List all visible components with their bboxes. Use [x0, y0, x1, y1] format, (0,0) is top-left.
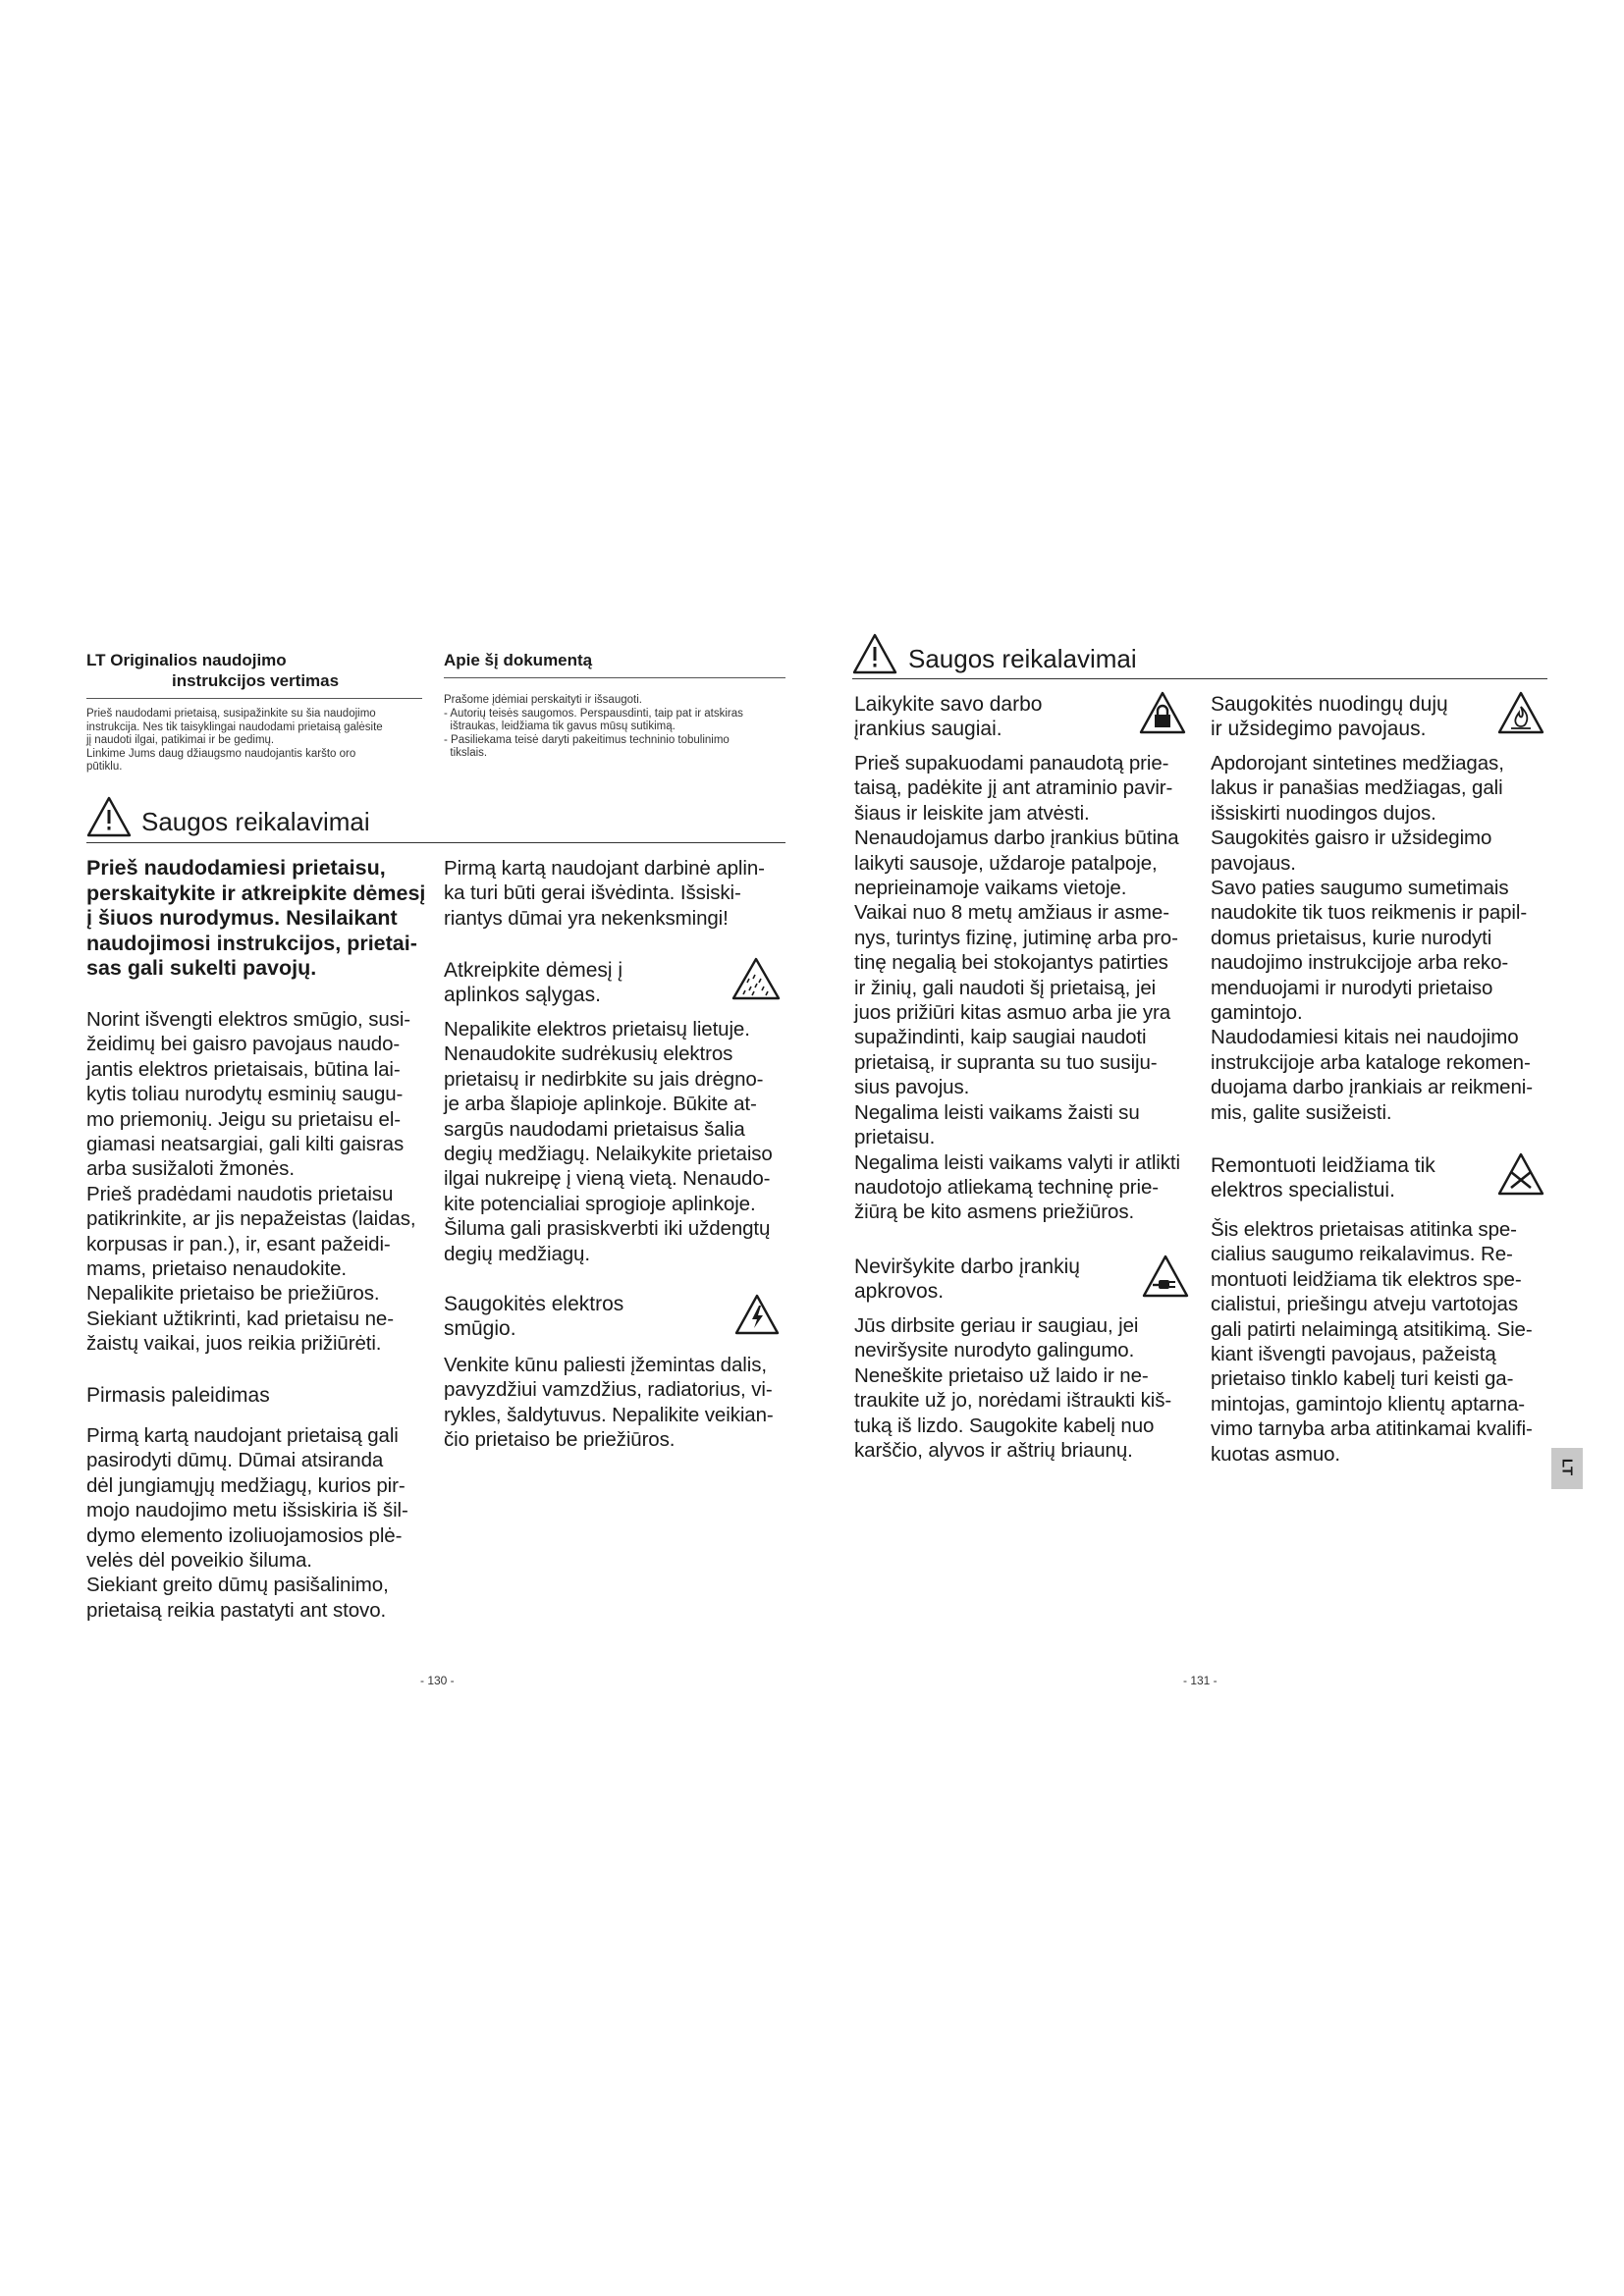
text-line: prietaisų ir nedirbkite su jais drėgno-: [444, 1067, 764, 1091]
text-line: mintojas, gamintojo klientų aptarna-: [1211, 1392, 1526, 1415]
language-side-tab: [1551, 1448, 1583, 1489]
warning-triangle-icon: [86, 796, 132, 837]
heading-line: Laikykite savo darbo: [854, 693, 1043, 716]
doc-note-line: - Pasiliekama teisė daryti pakeitimus techninio tobulinimo: [444, 733, 730, 746]
text-line: Neneškite prietaiso už laido ir ne-: [854, 1363, 1149, 1387]
text-line: gamintojo.: [1211, 1001, 1303, 1025]
heading-line: ir užsidegimo pavojaus.: [1211, 718, 1427, 740]
heading-line: elektros specialistui.: [1211, 1179, 1395, 1201]
text-line: mo priemonių. Jeigu su prietaisu el-: [86, 1107, 401, 1131]
gas-fire-title: [1211, 692, 1495, 741]
text-line: sargūs naudodami prietaisus šalia: [444, 1117, 745, 1141]
heading-line: įrankius saugiai.: [854, 718, 1002, 740]
text-line: degių medžiagų. Nelaikykite prietaiso: [444, 1143, 773, 1166]
text-line: patikrinkite, ar jis nepažeistas (laidas,: [86, 1207, 416, 1231]
text-line: duojama darbo įrankiais ar reikmeni-: [1211, 1076, 1533, 1099]
overload-text: [854, 1313, 1200, 1463]
text-line: čio prietaiso be priežiūros.: [444, 1428, 676, 1452]
lead-line: į šiuos nurodymus. Nesilaikant: [86, 906, 398, 930]
section-rule-right: [852, 678, 1547, 679]
text-line: žaistų vaikai, juos reikia prižiūrėti.: [86, 1332, 382, 1356]
text-line: velės dėl poveikio šiluma.: [86, 1549, 312, 1573]
text-line: je arba šlapioje aplinkoje. Būkite at-: [444, 1093, 757, 1116]
text-line: ilgai nukreipę į vieną vietą. Nenaudo-: [444, 1167, 771, 1191]
text-line: Pirmą kartą naudojant darbinė aplin-: [444, 857, 765, 880]
fire-gas-warning-icon: [1497, 691, 1544, 734]
header-rule-left: [86, 698, 422, 699]
first-start-text: [86, 1423, 432, 1623]
text-line: giamasi neatsargiai, gali kilti gaisras: [86, 1133, 405, 1156]
ventilation-text: [444, 856, 789, 931]
text-line: žiūrą be kito asmens priežiūros.: [854, 1201, 1135, 1224]
text-line: dymo elemento izoliuojamosios plė-: [86, 1523, 403, 1547]
shock-text: [444, 1353, 789, 1453]
text-line: naudojimo instrukcijoje arba reko-: [1211, 951, 1509, 975]
text-line: Šis elektros prietaisas atitinka spe-: [1211, 1218, 1517, 1241]
heading-line: Saugokitės nuodingų dujų: [1211, 693, 1448, 716]
intro-line: Prieš naudodami prietaisą, susipažinkite su šia naudojimo: [86, 708, 376, 720]
lead-line: perskaitykite ir atkreipkite dėmesį: [86, 881, 426, 905]
text-line: Norint išvengti elektros smūgio, susi-: [86, 1008, 411, 1031]
text-line: traukite už jo, norėdami ištraukti kiš-: [854, 1389, 1172, 1413]
heading-line: Remontuoti leidžiama tik: [1211, 1154, 1435, 1177]
language-side-tab-label: LT: [1558, 1458, 1576, 1476]
text-line: pavojaus.: [1211, 851, 1296, 875]
heading-line: Neviršykite darbo įrankių: [854, 1255, 1080, 1278]
text-line: neviršysite nurodyto galingumo.: [854, 1339, 1135, 1362]
text-line: Pirmą kartą naudojant prietaisą gali: [86, 1424, 399, 1447]
text-line: supažindinti, kaip saugiai naudoti: [854, 1026, 1147, 1049]
text-line: arba susižaloti žmonės.: [86, 1157, 295, 1181]
text-line: naudokite tik tuos reikmenis ir papil-: [1211, 901, 1528, 925]
text-line: menduojami ir nurodyti prietaiso: [1211, 976, 1493, 999]
text-line: Savo paties saugumo sumetimais: [1211, 877, 1509, 900]
text-line: nys, turintys fizinę, jutiminę arba pro-: [854, 926, 1178, 949]
text-line: ir žinių, gali naudoti šį prietaisą, jei: [854, 976, 1157, 999]
text-line: instrukcijoje arba kataloge rekomen-: [1211, 1050, 1531, 1074]
text-line: kytis toliau nurodytų esminių saugu-: [86, 1083, 404, 1106]
lead-line: sas gali sukelti pavojų.: [86, 956, 317, 980]
text-line: degių medžiagų.: [444, 1242, 590, 1265]
text-line: juos prižiūri kitas asmuo arba jie yra: [854, 1001, 1171, 1025]
text-line: tinę negalią bei stokojantys patirties: [854, 951, 1168, 975]
text-line: išsiskirti nuodingos dujos.: [1211, 801, 1436, 825]
warning-triangle-icon: [852, 633, 897, 674]
text-line: šiaus ir leiskite jam atvėsti.: [854, 801, 1090, 825]
text-line: ka turi būti gerai išvėdinta. Išsiski-: [444, 881, 741, 905]
text-line: Jūs dirbsite geriau ir saugiau, jei: [854, 1314, 1139, 1337]
heading-line: aplinkos sąlygas.: [444, 984, 601, 1006]
text-line: Saugokitės gaisro ir užsidegimo: [1211, 827, 1492, 850]
text-line: vimo tarnyba arba atitinkamai kvalifi-: [1211, 1417, 1533, 1441]
text-line: korpusas ir pan.), ir, esant pažeidi-: [86, 1232, 391, 1255]
page-number-left: - 130 -: [420, 1674, 455, 1687]
text-line: neprieinamoje vaikams vietoje.: [854, 877, 1127, 900]
environment-title: [444, 958, 699, 1007]
text-line: mojo naudojimo metu išsiskiria iš šil-: [86, 1499, 408, 1522]
electric-shock-warning-icon: [734, 1294, 780, 1335]
heading-line: Atkreipkite dėmesį į: [444, 959, 623, 982]
lead-warning: [86, 856, 432, 982]
text-line: lakus ir panašias medžiagas, gali: [1211, 776, 1503, 800]
text-line: cialistui, priešingu atveju vartotojas: [1211, 1293, 1518, 1316]
repair-title: [1211, 1153, 1495, 1202]
text-line: Siekiant užtikrinti, kad prietaisu ne-: [86, 1307, 394, 1330]
text-line: kuotas asmuo.: [1211, 1442, 1341, 1466]
text-line: Nenaudojamus darbo įrankius būtina: [854, 827, 1179, 850]
text-line: žeidimų bei gaisro pavojaus naudo-: [86, 1033, 401, 1056]
text-line: Venkite kūnu paliesti įžemintas dalis,: [444, 1354, 767, 1376]
text-line: prietaiso tinklo kabelį turi keisti ga-: [1211, 1367, 1514, 1391]
text-line: Negalima leisti vaikams valyti ir atlikti: [854, 1150, 1180, 1174]
text-line: Nenaudokite sudrėkusių elektros: [444, 1042, 733, 1066]
text-line: sius pavojus.: [854, 1076, 970, 1099]
lead-line: Prieš naudodamiesi prietaisu,: [86, 856, 386, 880]
intro-text: [86, 708, 425, 774]
shock-title: [444, 1292, 699, 1341]
page-number-right: - 131 -: [1183, 1674, 1218, 1687]
intro-line: jį naudoti ilgai, patikimai ir be gedimų.: [86, 734, 275, 747]
intro-line: Linkime Jums daug džiaugsmo naudojantis karšto oro: [86, 747, 356, 760]
text-line: mams, prietaiso nenaudokite.: [86, 1257, 347, 1281]
text-line: riantys dūmai yra nekenksmingi!: [444, 906, 729, 930]
lock-warning-icon: [1139, 691, 1186, 734]
text-line: prietaisą, ir supranta su tuo susiju-: [854, 1050, 1158, 1074]
text-line: mis, galite susižeisti.: [1211, 1100, 1392, 1124]
text-line: kite potencialiai sprogioje aplinkoje.: [444, 1192, 756, 1215]
repair-warning-icon: [1497, 1152, 1544, 1196]
about-document-title: Apie šį dokumentą: [444, 651, 593, 669]
repair-text: [1211, 1217, 1556, 1467]
heading-line: smūgio.: [444, 1317, 516, 1340]
heading-line: apkrovos.: [854, 1280, 945, 1303]
text-line: cialius saugumo reikalavimus. Re-: [1211, 1243, 1513, 1266]
text-line: kiant išvengti pavojaus, pažeistą: [1211, 1343, 1496, 1366]
keep-tools-text: [854, 751, 1200, 1225]
text-line: Nepalikite elektros prietaisų lietuje.: [444, 1018, 750, 1041]
intro-line: instrukcija. Nes tik taisyklingai naudodami prietaisą galėsite: [86, 721, 383, 733]
plug-overload-warning-icon: [1142, 1255, 1189, 1298]
doc-note-line: tikslais.: [444, 747, 488, 760]
document-notes: [444, 694, 785, 761]
doc-note-line: ištraukas, leidžiama tik gavus mūsų sutikimą.: [444, 721, 676, 733]
gas-fire-text: [1211, 751, 1556, 1125]
text-line: gali patirti nelaimingą atsitikimą. Sie-: [1211, 1317, 1533, 1341]
rain-warning-icon: [731, 957, 781, 1000]
translation-title: [86, 650, 339, 691]
text-line: prietaisą reikia pastatyti ant stovo.: [86, 1598, 387, 1622]
text-line: montuoti leidžiama tik elektros spe-: [1211, 1267, 1522, 1291]
translation-title-line2: instrukcijos vertimas: [172, 671, 340, 690]
section-title-right: Saugos reikalavimai: [908, 644, 1137, 673]
text-line: rykles, šaldytuvus. Nepalikite veikian-: [444, 1403, 774, 1426]
keep-tools-title: [854, 692, 1119, 741]
text-line: karščio, alyvos ir aštrių briaunų.: [854, 1439, 1133, 1463]
text-line: Apdorojant sintetines medžiagas,: [1211, 752, 1504, 774]
intro-line: pūtiklu.: [86, 761, 123, 774]
text-line: Prieš supakuodami panaudotą prie-: [854, 752, 1169, 774]
text-line: jantis elektros prietaisais, būtina lai-: [86, 1057, 401, 1081]
text-line: Naudodamiesi kitais nei naudojimo: [1211, 1026, 1519, 1049]
text-line: Negalima leisti vaikams žaisti su: [854, 1100, 1140, 1124]
doc-note-line: - Autorių teisės saugomos. Perspausdinti, taip pat ir atskiras: [444, 707, 743, 720]
section-rule-left: [86, 842, 785, 843]
text-line: naudotojo atliekamą techninę prie-: [854, 1175, 1159, 1199]
section-title-left: Saugos reikalavimai: [141, 807, 370, 836]
text-line: tuką iš lizdo. Saugokite kabelį nuo: [854, 1414, 1155, 1437]
lead-line: naudojimosi instrukcijos, prietai-: [86, 931, 417, 955]
text-line: pavyzdžiui vamzdžius, radiatorius, vi-: [444, 1378, 773, 1402]
text-line: Vaikai nuo 8 metų amžiaus ir asme-: [854, 901, 1169, 925]
text-line: Prieš pradėdami naudotis prietaisu: [86, 1182, 394, 1205]
text-line: Nepalikite prietaiso be priežiūros.: [86, 1282, 380, 1306]
first-start-title: Pirmasis paleidimas: [86, 1384, 270, 1407]
text-line: pasirodyti dūmų. Dūmai atsiranda: [86, 1449, 384, 1472]
header-rule-right: [444, 677, 785, 678]
text-line: taisą, padėkite jį ant atraminio pavir-: [854, 776, 1173, 800]
text-line: Siekiant greito dūmų pasišalinimo,: [86, 1574, 389, 1597]
text-line: laikyti sausoje, uždaroje patalpoje,: [854, 851, 1158, 875]
general-safety-text: [86, 1007, 432, 1357]
environment-text: [444, 1017, 789, 1266]
doc-note-line: Prašome įdėmiai perskaityti ir išsaugoti.: [444, 694, 642, 706]
text-line: domus prietaisus, kurie nurodyti: [1211, 926, 1492, 949]
text-line: dėl jungiamųjų medžiagų, kurios pir-: [86, 1473, 406, 1497]
text-line: Šiluma gali prasiskverbti iki uždengtų: [444, 1217, 771, 1241]
overload-title: [854, 1255, 1139, 1304]
text-line: prietaisu.: [854, 1126, 936, 1149]
translation-title-line1: LT Originalios naudojimo: [86, 651, 287, 669]
heading-line: Saugokitės elektros: [444, 1293, 624, 1315]
